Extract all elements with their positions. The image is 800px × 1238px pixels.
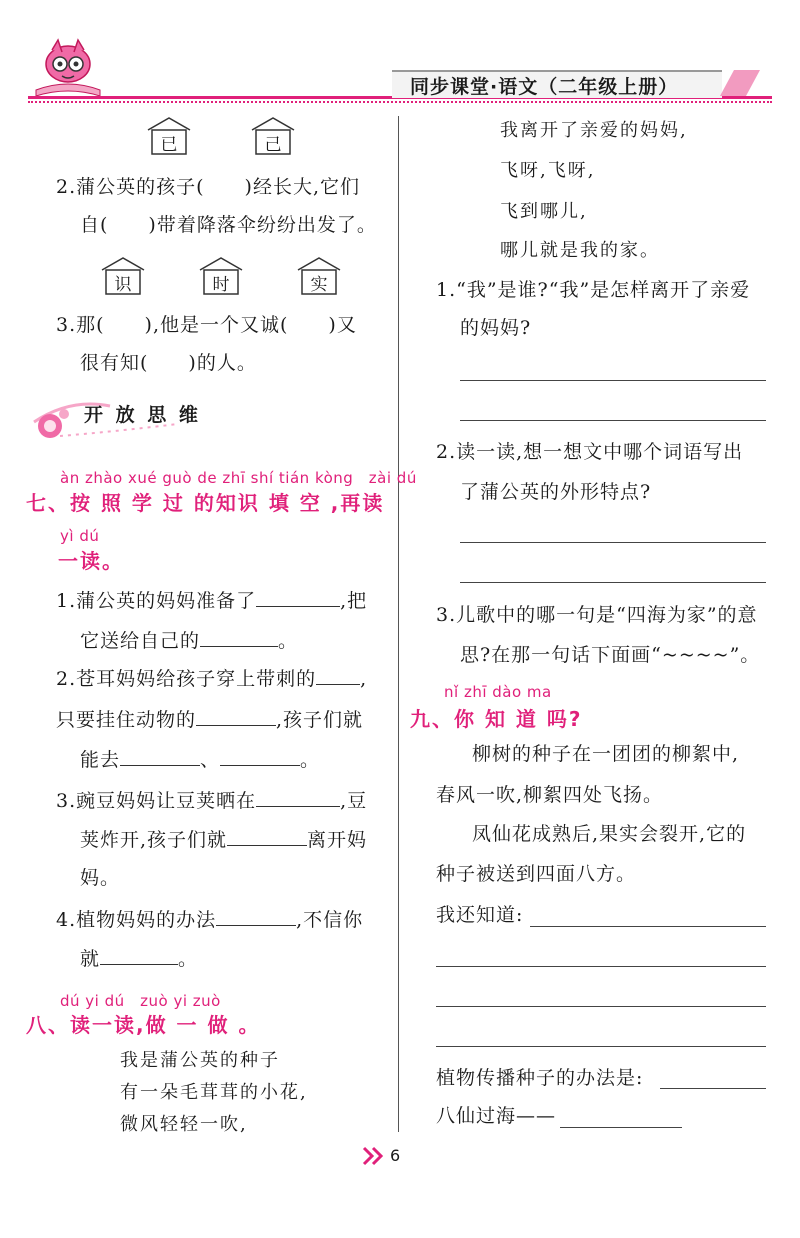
- blank[interactable]: [227, 827, 307, 846]
- house-box-4: [198, 256, 244, 296]
- answer-line[interactable]: [660, 1088, 766, 1089]
- header-logo: [28, 38, 108, 100]
- r1-line2: 的妈妈?: [460, 317, 532, 339]
- q3-line2: 很有知( )的人。: [80, 352, 257, 374]
- sec9-para2-line1: 凤仙花成熟后,果实会裂开,它的: [472, 823, 747, 845]
- page-number: 6: [390, 1146, 401, 1165]
- poem-line: 我离开了亲爱的妈妈,: [500, 120, 688, 141]
- blank[interactable]: [200, 628, 278, 647]
- s7-1-line1: 1.蒲公英的妈妈准备了 ,把: [56, 590, 368, 612]
- answer-line[interactable]: [460, 542, 766, 543]
- s7-3-line3: 妈。: [80, 867, 121, 889]
- sec9-para2-line2: 种子被送到四面八方。: [436, 863, 637, 885]
- blank[interactable]: [316, 666, 360, 685]
- house-char: 己: [264, 135, 282, 155]
- blank[interactable]: [196, 707, 276, 726]
- r2-line2: 了蒲公英的外形特点?: [460, 481, 652, 503]
- column-divider: [398, 116, 399, 1132]
- s7-2-line2: 只要挂住动物的 ,孩子们就: [56, 709, 364, 731]
- q2-line2: 自( )带着降落伞纷纷出发了。: [80, 214, 377, 236]
- poem-line: 有一朵毛茸茸的小花,: [120, 1082, 308, 1103]
- q2-line1: 2.蒲公英的孩子( )经长大,它们: [56, 176, 360, 198]
- r2-line1: 2.读一读,想一想文中哪个词语写出: [436, 441, 744, 463]
- s7-3-line1: 3.豌豆妈妈让豆荚晒在 ,豆: [56, 790, 368, 812]
- q3-line1: 3.那( ),他是一个又诚( )又: [56, 314, 357, 336]
- double-chevron-icon: [362, 1146, 384, 1166]
- s7-4-line1: 4.植物妈妈的办法 ,不信你: [56, 909, 364, 931]
- poem-line: 微风轻轻一吹,: [120, 1114, 248, 1135]
- header-accent: [720, 70, 760, 96]
- header-title: 同步课堂·语文（二年级上册）: [410, 76, 679, 98]
- blank[interactable]: [120, 747, 200, 766]
- sec8-pinyin: dú yi dú zuò yi zuò: [60, 992, 221, 1010]
- house-char: 识: [114, 275, 132, 295]
- blank[interactable]: [216, 907, 296, 926]
- s7-4-line2: 就 。: [80, 948, 199, 970]
- poem-line: 飞到哪儿,: [500, 201, 588, 222]
- r3-line2: 思?在那一句话下面画“~~~~”。: [460, 644, 761, 666]
- s7-1-line2: 它送给自己的 。: [80, 630, 299, 652]
- answer-line[interactable]: [530, 926, 766, 927]
- idiom-label: 八仙过海——: [436, 1105, 557, 1127]
- sec9-title: 九、你 知 道 吗?: [410, 707, 583, 731]
- sec7-title2: 一读。: [58, 549, 124, 573]
- answer-line[interactable]: [436, 1006, 766, 1007]
- answer-line[interactable]: [436, 966, 766, 967]
- know-label: 我还知道:: [436, 904, 524, 926]
- house-box-2: [250, 116, 296, 156]
- answer-line[interactable]: [560, 1127, 682, 1128]
- blank[interactable]: [256, 588, 340, 607]
- sec9-para1-line1: 柳树的种子在一团团的柳絮中,: [472, 743, 740, 765]
- sec7-pinyin2: yì dú: [60, 527, 100, 545]
- banner-title: 开 放 思 维: [84, 404, 201, 426]
- s7-2-line3: 能去 、 。: [80, 749, 321, 771]
- r3-line1: 3.儿歌中的哪一句是“四海为家”的意: [436, 604, 758, 626]
- blank[interactable]: [256, 788, 340, 807]
- poem-line: 我是蒲公英的种子: [120, 1050, 280, 1071]
- blank[interactable]: [100, 946, 178, 965]
- answer-line[interactable]: [460, 582, 766, 583]
- s7-2-line1: 2.苍耳妈妈给孩子穿上带刺的 ,: [56, 668, 368, 690]
- house-box-5: [296, 256, 342, 296]
- answer-line[interactable]: [460, 380, 766, 381]
- sec9-pinyin: nǐ zhī dào ma: [444, 683, 552, 701]
- house-char: 时: [212, 275, 230, 295]
- method-label: 植物传播种子的办法是:: [436, 1067, 644, 1089]
- answer-line[interactable]: [460, 420, 766, 421]
- sec9-para1-line2: 春风一吹,柳絮四处飞扬。: [436, 784, 664, 806]
- poem-line: 哪儿就是我的家。: [500, 240, 660, 261]
- s7-3-line2: 荚炸开,孩子们就 离开妈: [80, 829, 368, 851]
- house-char: 实: [310, 275, 328, 295]
- sec7-title: 七、按 照 学 过 的知识 填 空 ,再读: [26, 491, 385, 515]
- sec7-pinyin: àn zhào xué guò de zhī shí tián kòng zài dú: [60, 469, 417, 487]
- answer-line[interactable]: [436, 1046, 766, 1047]
- r1-line1: 1.“我”是谁?“我”是怎样离开了亲爱: [436, 279, 751, 301]
- blank[interactable]: [220, 747, 300, 766]
- header-dots: [28, 101, 772, 103]
- house-box-3: [100, 256, 146, 296]
- poem-line: 飞呀,飞呀,: [500, 160, 596, 181]
- house-char: 已: [160, 135, 178, 155]
- sec8-title: 八、读一读,做 一 做 。: [26, 1013, 261, 1037]
- house-box-1: [146, 116, 192, 156]
